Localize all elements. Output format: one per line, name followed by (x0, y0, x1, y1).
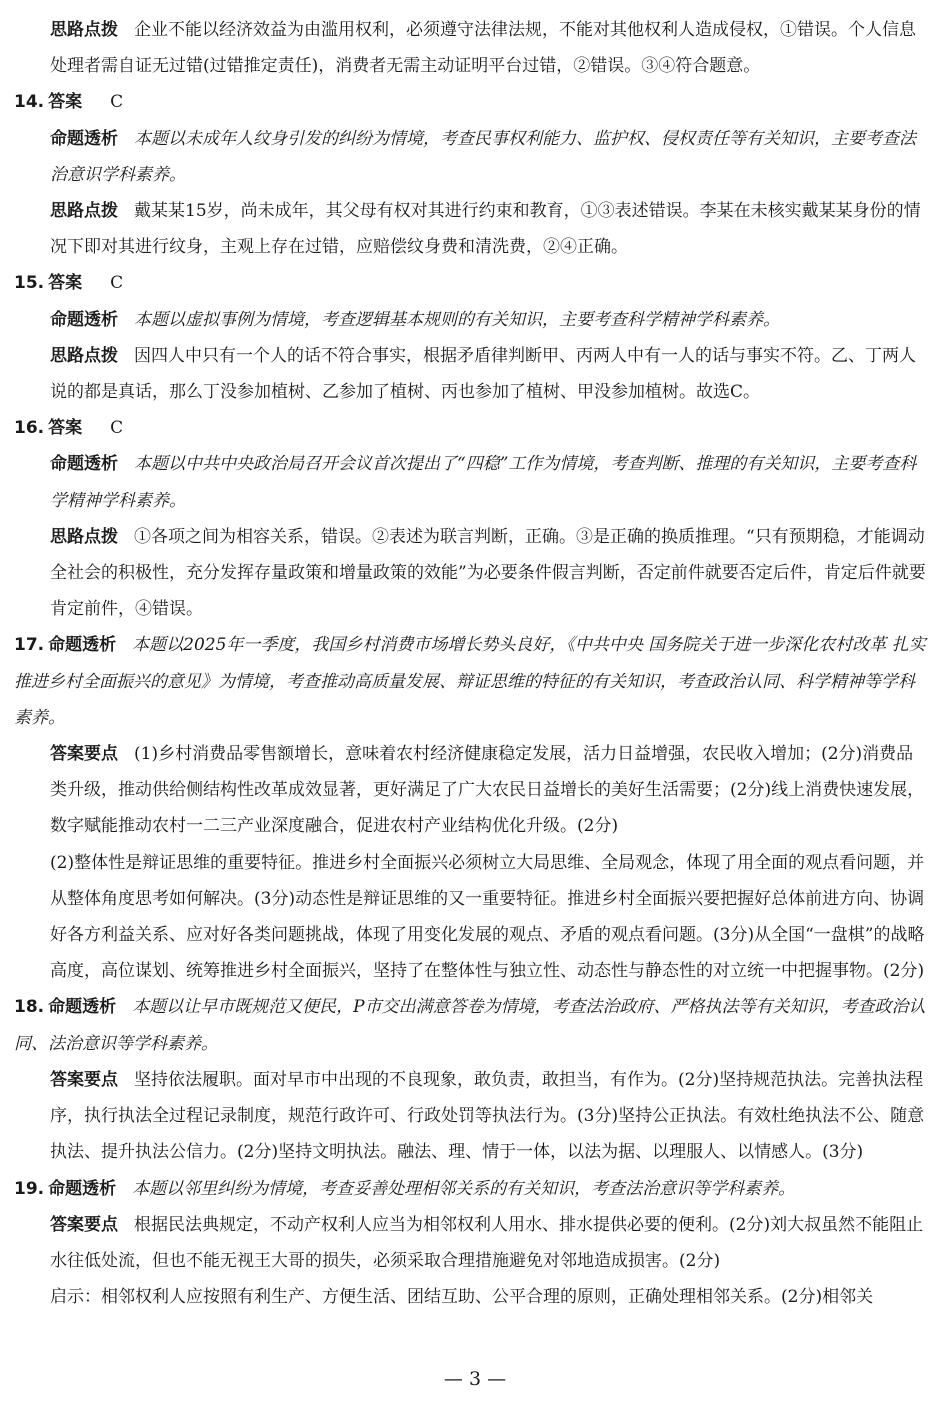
q19-qishi (0, 1279, 950, 1315)
paragraph-text: 本题以未成年人纹身引发的纠纷为情境，考查民事权利能力、监护权、侵权责任等有关知识，主要考查法治意识学科素养。 (50, 128, 916, 185)
paragraph-text: 因四人中只有一个人的话不符合事实，根据矛盾律判断甲、丙两人中有一人的话与事实不符。乙、丁两人说的都是真话，那么丁没参加植树、乙参加了植树、丙也参加了植树、甲没参加植树。故选C。 (50, 345, 916, 403)
paragraph-text: 本题以2025年一季度，我国乡村消费市场增长势头良好，《中共中央 国务院关于进一步深化农村改革 扎实推进乡村全面振兴的意见》为情境，考查推动高质量发展、辩证思维的特征的有关知识，考查政治认同、科学精神等学科素养。 (14, 635, 926, 728)
answer-letter: C (110, 418, 124, 439)
paragraph-text: 本题以邻里纠纷为情境，考查妥善处理相邻关系的有关知识，考查法治意识等学科素养。 (132, 1178, 796, 1199)
q15-silu (0, 338, 950, 410)
paragraph-text: 本题以虚拟事例为情境，考查逻辑基本规则的有关知识，主要考查科学精神学科素养。 (134, 309, 780, 330)
paragraph-text: 启示：相邻权利人应按照有利生产、方便生活、团结互助、公平合理的原则，正确处理相邻关系。(2分)相邻关 (50, 1287, 874, 1308)
q19-mingti (0, 1171, 950, 1207)
paragraph-text: 本题以中共中央政治局召开会议首次提出了“四稳”工作为情境，考查判断、推理的有关知识，主要考查科学精神学科素养。 (50, 454, 917, 511)
q16-answer (0, 410, 950, 446)
label: 答案 (48, 92, 83, 113)
q14-silu (0, 193, 950, 265)
q16-mingti (0, 446, 950, 518)
label: 思路点拨 (50, 526, 118, 547)
label: 答案 (48, 418, 83, 439)
q16-silu (0, 519, 950, 628)
paragraph-text: 本题以让早市既规范又便民，P市交出满意答卷为情境，考查法治政府、严格执法等有关知识，考查政治认同、法治意识等学科素养。 (14, 997, 926, 1054)
q17-daan (0, 736, 950, 845)
q19-daan (0, 1207, 950, 1279)
paragraph-text: 企业不能以经济效益为由滥用权利，必须遵守法律法规，不能对其他权利人造成侵权，①错误。个人信息处理者需自证无过错(过错推定责任)，消费者无需主动证明平台过错，②错误。③④符合题意。 (50, 20, 916, 77)
answer-letter: C (110, 92, 124, 113)
q17-mingti (0, 627, 950, 736)
question-number: 15. (14, 273, 45, 294)
q15-mingti (0, 302, 950, 338)
paragraph-text: 戴某某15岁，尚未成年，其父母有权对其进行约束和教育，①③表述错误。李某在未核实戴某某身份的情况下即对其进行纹身，主观上存在过错，应赔偿纹身费和清洗费，②④正确。 (50, 201, 921, 258)
paragraph-text: (2)整体性是辩证思维的重要特征。推进乡村全面振兴必须树立大局思维、全局观念，体现了用全面的观点看问题，并从整体角度思考如何解决。(3分)动态性是辩证思维的又一重要特征。推进乡村全面振兴要把握好总体前进方向、协调好各方利益关系、应对好各类问题挑战，体现了用变化发展的观点、矛盾的观点看问题。(3分)从全国“一盘棋”的战略高度，高位谋划、统筹推进乡村全面振兴，坚持了在整体性与独立性、动态性与静态性的对立统一中把握事物。(2分) (50, 852, 925, 982)
question-number: 18. (14, 997, 45, 1018)
q14-mingti (0, 121, 950, 193)
question-number: 16. (14, 418, 45, 439)
paragraph-text: ①各项之间为相容关系，错误。②表述为联言判断，正确。③是正确的换质推理。“只有预期稳，才能调动全社会的积极性，充分发挥存量政策和增量政策的效能”为必要条件假言判断，否定前件就要否定后件，肯定后件就要肯定前件，④错误。 (50, 526, 926, 620)
label: 思路点拨 (50, 345, 118, 366)
label: 思路点拨 (50, 20, 118, 40)
label: 答案 (48, 273, 83, 294)
label: 答案要点 (50, 1214, 118, 1235)
q18-mingti (0, 989, 950, 1061)
page-number: — 3 — (443, 1368, 507, 1390)
q13-silu (0, 12, 950, 84)
label: 命题透析 (50, 128, 118, 149)
label: 思路点拨 (50, 201, 118, 222)
q15-answer (0, 265, 950, 301)
paragraph-text: (1)乡村消费品零售额增长，意味着农村经济健康稳定发展，活力日益增强，农民收入增加；(2分)消费品类升级，推动供给侧结构性改革成效显著，更好满足了广大农民日益增长的美好生活需要；(2分)线上消费快速发展，数字赋能推动农村一二三产业深度融合，促进农村产业结构优化升级。(2分) (50, 744, 925, 837)
label: 答案要点 (50, 744, 118, 765)
q14-answer (0, 84, 950, 120)
q18-daan (0, 1062, 950, 1171)
question-number: 17. (14, 635, 45, 656)
label: 命题透析 (50, 454, 118, 475)
answer-key-page (0, 12, 950, 1315)
label: 命题透析 (48, 997, 117, 1018)
label: 命题透析 (50, 309, 118, 330)
question-number: 19. (14, 1178, 45, 1199)
paragraph-text: 根据民法典规定，不动产权利人应当为相邻权利人用水、排水提供必要的便利。(2分)刘大叔虽然不能阻止水往低处流，但也不能无视王大哥的损失，必须采取合理措施避免对邻地造成损害。(2分) (50, 1214, 924, 1271)
label: 命题透析 (48, 635, 117, 656)
paragraph-text: 坚持依法履职。面对早市中出现的不良现象，敢负责，敢担当，有作为。(2分)坚持规范执法。完善执法程序，执行执法全过程记录制度，规范行政许可、行政处罚等执法行为。(3分)坚持公正执法。有效杜绝执法不公、随意执法、提升执法公信力。(2分)坚持文明执法。融法、理、情于一体，以法为据、以理服人、以情感人。(3分) (50, 1069, 925, 1163)
question-number: 14. (14, 92, 45, 113)
answer-letter: C (110, 273, 124, 294)
label: 命题透析 (48, 1178, 117, 1199)
label: 答案要点 (50, 1069, 118, 1090)
q17-part2 (0, 845, 950, 990)
